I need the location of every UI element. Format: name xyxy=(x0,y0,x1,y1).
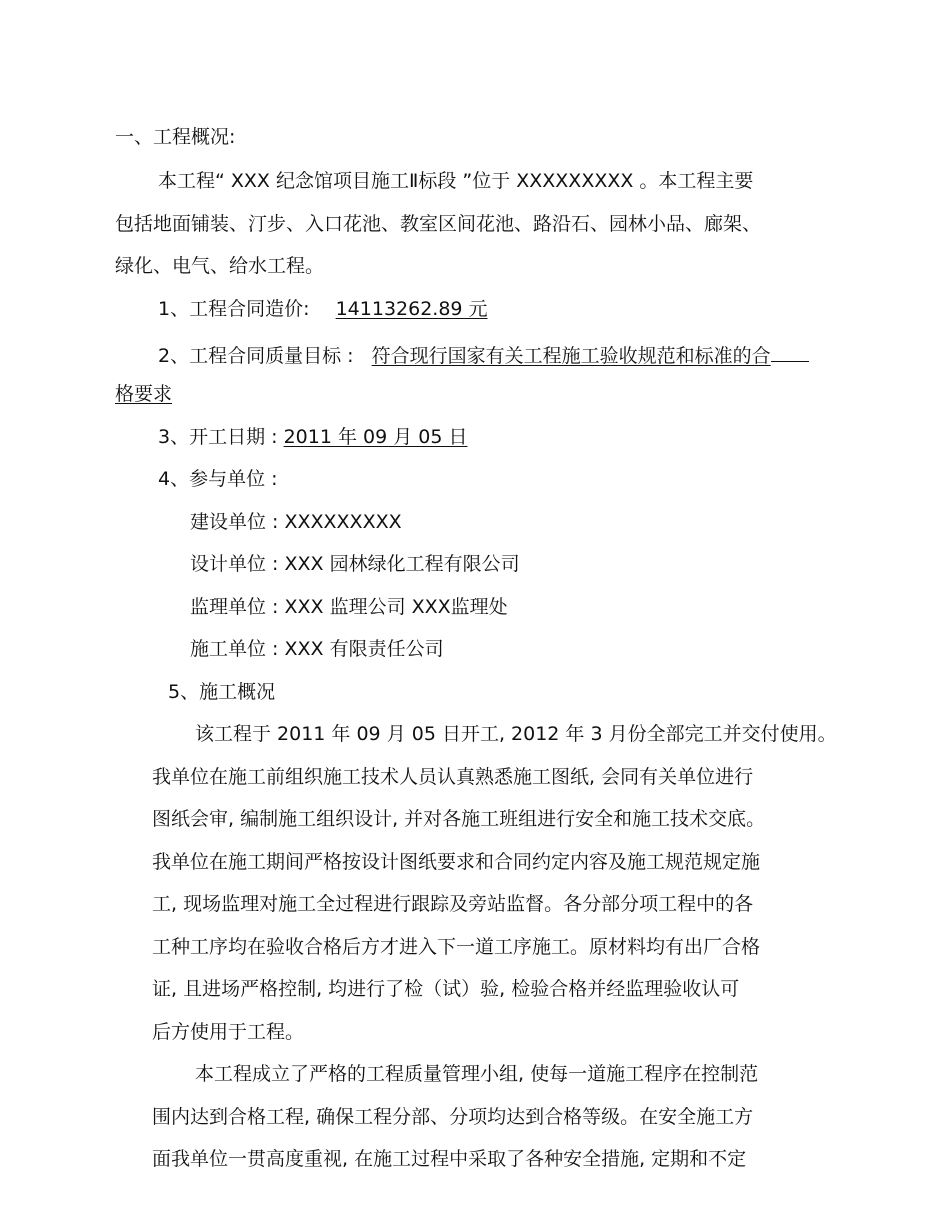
design-unit: 设计单位 : XXX 园林绿化工程有限公司 xyxy=(190,553,520,575)
paragraph-1-line-1: 该工程于 2011 年 09 月 05 日开工, 2012 年 3 月份全部完工并交付使用。 xyxy=(195,723,837,745)
contract-price-label: 1、工程合同造价: xyxy=(158,298,310,320)
start-date-value: 2011 年 09 月 05 日 xyxy=(283,426,468,448)
participants-label: 4、参与单位 : xyxy=(158,468,278,490)
quality-label: 2、工程合同质量目标 : xyxy=(158,345,354,367)
start-date-label: 3、开工日期 : xyxy=(158,426,284,448)
paragraph-1-line-3: 图纸会审, 编制施工组织设计, 并对各施工班组进行安全和施工技术交底。 xyxy=(152,808,766,830)
intro-line-3: 绿化、电气、给水工程。 xyxy=(115,255,325,277)
quality-row xyxy=(158,339,809,369)
paragraph-2-line-1: 本工程成立了严格的工程质量管理小组, 使每一道施工程序在控制范 xyxy=(195,1063,759,1085)
overview-label: 5、施工概况 xyxy=(168,681,276,703)
paragraph-1-line-5: 工, 现场监理对施工全过程进行跟踪及旁站监督。各分部分项工程中的各 xyxy=(152,893,754,915)
supervision-unit: 监理单位 : XXX 监理公司 XXX监理处 xyxy=(190,596,508,618)
quality-row-2 xyxy=(115,381,172,407)
quality-underline-fill xyxy=(771,339,809,362)
paragraph-1-line-4: 我单位在施工期间严格按设计图纸要求和合同约定内容及施工规范规定施 xyxy=(152,851,761,873)
start-date-row xyxy=(158,424,467,450)
paragraph-1-line-2: 我单位在施工前组织施工技术人员认真熟悉施工图纸, 会同有关单位进行 xyxy=(152,766,754,788)
paragraph-2-line-2: 围内达到合格工程, 确保工程分部、分项均达到合格等级。在安全施工方 xyxy=(152,1106,754,1128)
quality-value-line-1: 符合现行国家有关工程施工验收规范和标准的合 xyxy=(371,345,771,367)
paragraph-2-line-3: 面我单位一贯高度重视, 在施工过程中采取了各种安全措施, 定期和不定 xyxy=(152,1148,747,1170)
construction-owner: 建设单位 : XXXXXXXXX xyxy=(190,511,402,533)
contract-price-row xyxy=(158,296,488,322)
intro-line-1: 本工程“ XXX 纪念馆项目施工Ⅱ标段 ”位于 XXXXXXXXX 。本工程主要 xyxy=(158,170,754,192)
intro-line-2: 包括地面铺装、汀步、入口花池、教室区间花池、路沿石、园林小品、廊架、 xyxy=(115,213,762,235)
paragraph-1-line-8: 后方使用于工程。 xyxy=(152,1021,305,1043)
quality-value-line-2: 格要求 xyxy=(115,383,173,405)
section-heading: 一、工程概况: xyxy=(115,126,236,148)
paragraph-1-line-7: 证, 且进场严格控制, 均进行了检（试）验, 检验合格并经监理验收认可 xyxy=(152,978,740,1000)
paragraph-1-line-6: 工种工序均在验收合格后方才进入下一道工序施工。原材料均有出厂合格 xyxy=(152,936,761,958)
contract-price-value: 14113262.89 元 xyxy=(335,298,488,320)
builder-unit: 施工单位 : XXX 有限责任公司 xyxy=(190,638,444,660)
